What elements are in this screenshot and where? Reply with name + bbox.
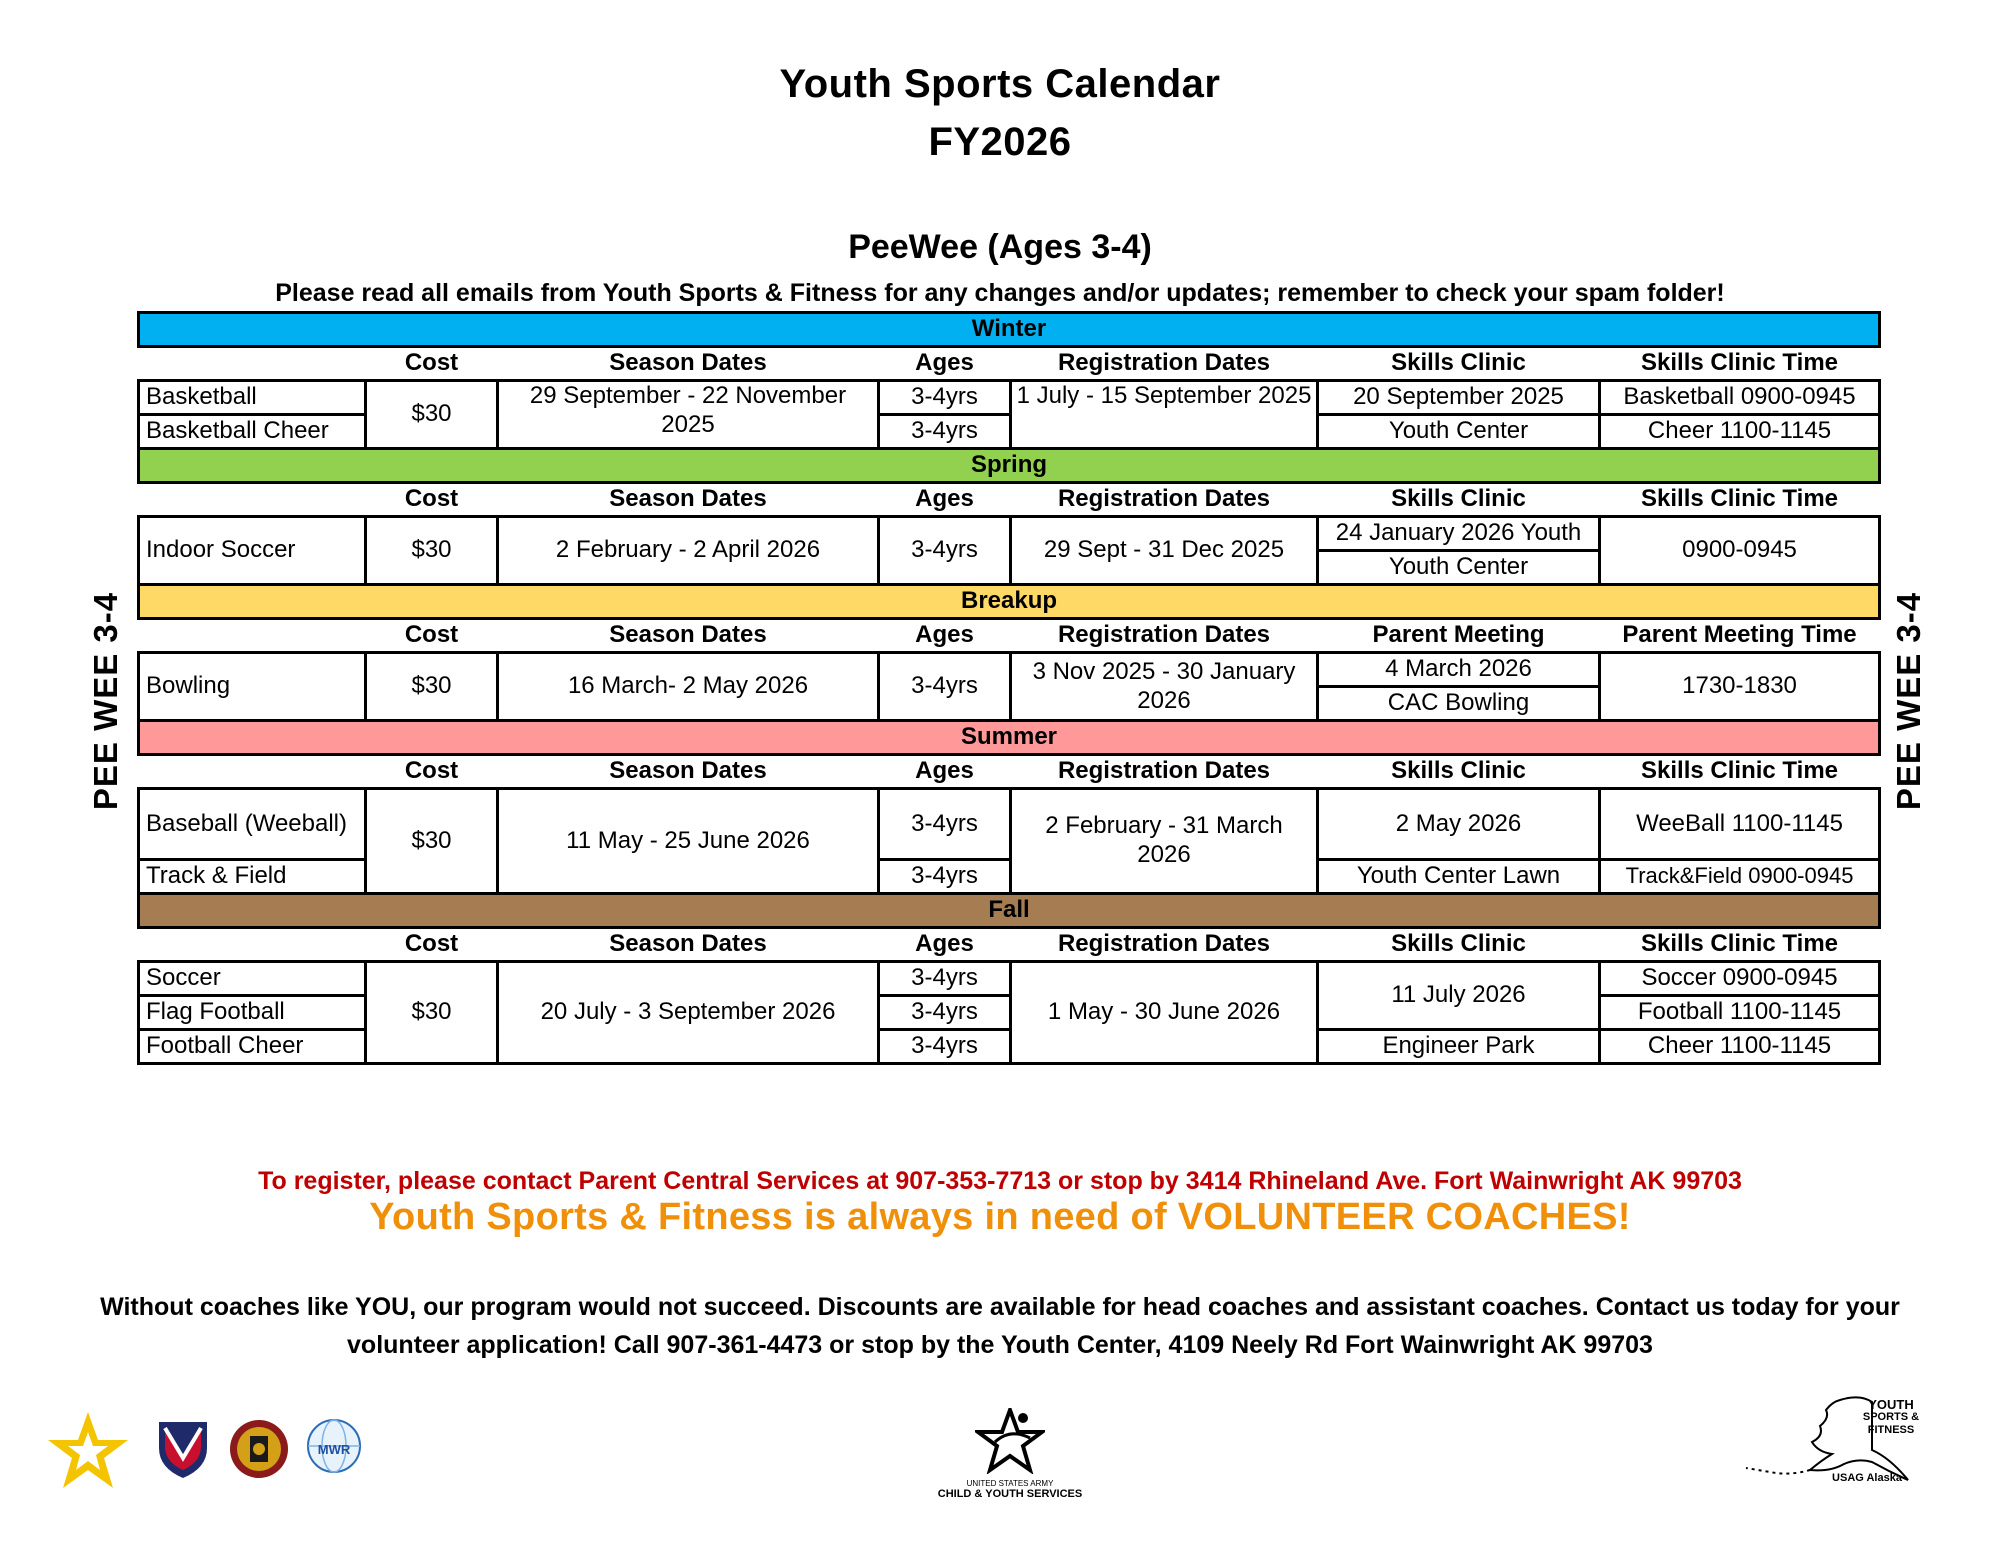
garrison-seal-icon [228,1418,290,1480]
side-label-left: PEE WEE 3-4 [87,591,124,811]
ages-cell: 3-4yrs [879,653,1011,721]
cys-caption [930,1478,1090,1500]
ages-cell: 3-4yrs [879,381,1011,415]
season-dates-cell: 11 May - 25 June 2026 [498,789,879,894]
skills-clinic-time-header: Skills Clinic Time [1600,483,1880,517]
skills-clinic-time-cell: Soccer 0900-0945 [1600,962,1880,996]
sport-header [139,483,366,517]
sport-name: Baseball (Weeball) [139,789,366,860]
ages-header: Ages [879,755,1011,789]
header-row [139,483,1880,517]
mwr-globe-icon [306,1418,362,1474]
parent-meeting-header: Parent Meeting [1318,619,1600,653]
sport-header [139,347,366,381]
skills-clinic-cell: 24 January 2026 Youth [1318,517,1600,551]
sport-name: Flag Football [139,996,366,1030]
ages-cell: 3-4yrs [879,1030,1011,1064]
coaches-line-2: volunteer application! Call 907-361-4473 or stop by the Youth Center, 4109 Neely Rd Fort Wainwright AK 99703 [347,1331,1653,1359]
skills-clinic-header: Skills Clinic [1318,755,1600,789]
season-dates-header: Season Dates [498,619,879,653]
registration-dates-cell: 1 May - 30 June 2026 [1011,962,1318,1064]
skills-clinic-time-header: Skills Clinic Time [1600,755,1880,789]
cost-cell: $30 [366,381,498,449]
skills-clinic-cell: Youth Center Lawn [1318,860,1600,894]
coaches-paragraph [60,1288,1940,1364]
skills-clinic-header: Skills Clinic [1318,928,1600,962]
ages-header: Ages [879,928,1011,962]
cys-star-icon [975,1408,1045,1474]
ages-cell: 3-4yrs [879,517,1011,585]
skills-clinic-time-cell: Track&Field 0900-0945 [1600,860,1880,894]
season-band-winter [139,313,1880,347]
sport-name: Track & Field [139,860,366,894]
registration-dates-cell: 3 Nov 2025 - 30 January 2026 [1011,653,1318,721]
skills-clinic-time-cell: WeeBall 1100-1145 [1600,789,1880,860]
registration-contact: To register, please contact Parent Central Services at 907-353-7713 or stop by 3414 Rhineland Ave. Fort Wainwright AK 99703 [258,1167,1742,1195]
table-row [139,789,1880,860]
ysf-line-1: YOUTH [1868,1397,1914,1412]
season-dates-cell: 29 September - 22 November 2025 [498,381,879,449]
sport-header [139,619,366,653]
sport-name: Football Cheer [139,1030,366,1064]
season-band-summer [139,721,1880,755]
skills-clinic-cell: 2 May 2026 [1318,789,1600,860]
registration-dates-header: Registration Dates [1011,347,1318,381]
registration-dates-header: Registration Dates [1011,483,1318,517]
skills-clinic-cell: Youth Center [1318,415,1600,449]
season-name: Spring [139,449,1880,483]
cost-header: Cost [366,755,498,789]
table-row [139,653,1880,687]
skills-clinic-time-header: Skills Clinic Time [1600,928,1880,962]
cost-cell: $30 [366,789,498,894]
registration-dates-header: Registration Dates [1011,755,1318,789]
sports-calendar-table [137,311,1881,1065]
sport-name: Basketball [139,381,366,415]
header-row [139,755,1880,789]
season-name: Summer [139,721,1880,755]
skills-clinic-header: Skills Clinic [1318,347,1600,381]
season-name: Winter [139,313,1880,347]
coaches-line-1: Without coaches like YOU, our program would not succeed. Discounts are available for head coaches and assistant coaches. Contact us today for your [100,1293,1900,1321]
season-dates-header: Season Dates [498,483,879,517]
ages-cell: 3-4yrs [879,860,1011,894]
cys-main-text: CHILD & YOUTH SERVICES [937,1488,1083,1500]
sport-name: Bowling [139,653,366,721]
fiscal-year: FY2026 [928,120,1072,164]
header-row [139,619,1880,653]
skills-clinic-cell: Youth Center [1318,551,1600,585]
season-dates-header: Season Dates [498,928,879,962]
skills-clinic-time-cell: 0900-0945 [1600,517,1880,585]
season-band-fall [139,894,1880,928]
table-row [139,381,1880,415]
parent-meeting-time-header: Parent Meeting Time [1600,619,1880,653]
season-dates-header: Season Dates [498,755,879,789]
season-name: Fall [139,894,1880,928]
ages-cell: 3-4yrs [879,962,1011,996]
ysf-caption [1846,1398,1936,1437]
cost-cell: $30 [366,653,498,721]
season-dates-cell: 16 March- 2 May 2026 [498,653,879,721]
ages-cell: 3-4yrs [879,996,1011,1030]
registration-dates-header: Registration Dates [1011,619,1318,653]
sport-header [139,755,366,789]
parent-meeting-time-cell: 1730-1830 [1600,653,1880,721]
parent-meeting-cell: 4 March 2026 [1318,653,1600,687]
skills-clinic-time-header: Skills Clinic Time [1600,347,1880,381]
ages-cell: 3-4yrs [879,789,1011,860]
cost-header: Cost [366,347,498,381]
side-label-right: PEE WEE 3-4 [1890,591,1927,811]
cost-cell: $30 [366,517,498,585]
parent-meeting-cell: CAC Bowling [1318,687,1600,721]
usag-caption: USAG Alaska [1832,1472,1902,1484]
registration-dates-cell: 1 July - 15 September 2025 [1011,381,1318,449]
skills-clinic-time-cell: Cheer 1100-1145 [1600,415,1880,449]
registration-dates-cell: 29 Sept - 31 Dec 2025 [1011,517,1318,585]
program-subtitle: PeeWee (Ages 3-4) [848,228,1152,266]
star-logo-icon [46,1410,130,1490]
sport-name: Soccer [139,962,366,996]
header-row [139,347,1880,381]
ages-header: Ages [879,483,1011,517]
season-dates-cell: 2 February - 2 April 2026 [498,517,879,585]
table-row [139,517,1880,551]
skills-clinic-cell: Engineer Park [1318,1030,1600,1064]
ysf-line-2: SPORTS & [1862,1411,1920,1423]
skills-clinic-time-cell: Basketball 0900-0945 [1600,381,1880,415]
sport-name: Basketball Cheer [139,415,366,449]
cys-small-text: UNITED STATES ARMY [966,1479,1054,1488]
ages-cell: 3-4yrs [879,415,1011,449]
header-row [139,928,1880,962]
ages-header: Ages [879,347,1011,381]
skills-clinic-time-cell: Cheer 1100-1145 [1600,1030,1880,1064]
cost-cell: $30 [366,962,498,1064]
season-name: Breakup [139,585,1880,619]
email-notice: Please read all emails from Youth Sports & Fitness for any changes and/or updates; remember to check your spam folder! [275,279,1725,307]
skills-clinic-cell: 20 September 2025 [1318,381,1600,415]
season-dates-header: Season Dates [498,347,879,381]
skills-clinic-cell: 11 July 2026 [1318,962,1600,1030]
season-band-breakup [139,585,1880,619]
season-dates-cell: 20 July - 3 September 2026 [498,962,879,1064]
mwr-text: MWR [317,1442,351,1457]
volunteer-banner: Youth Sports & Fitness is always in need of VOLUNTEER COACHES! [369,1196,1631,1238]
table-row [139,962,1880,996]
skills-clinic-time-cell: Football 1100-1145 [1600,996,1880,1030]
registration-dates-cell: 2 February - 31 March 2026 [1011,789,1318,894]
ages-header: Ages [879,619,1011,653]
season-band-spring [139,449,1880,483]
ysf-line-3: FITNESS [1867,1424,1915,1436]
registration-dates-header: Registration Dates [1011,928,1318,962]
cost-header: Cost [366,619,498,653]
skills-clinic-header: Skills Clinic [1318,483,1600,517]
cost-header: Cost [366,928,498,962]
army-shield-icon [155,1418,211,1480]
sport-name: Indoor Soccer [139,517,366,585]
sport-header [139,928,366,962]
cost-header: Cost [366,483,498,517]
page-title: Youth Sports Calendar [779,62,1221,106]
